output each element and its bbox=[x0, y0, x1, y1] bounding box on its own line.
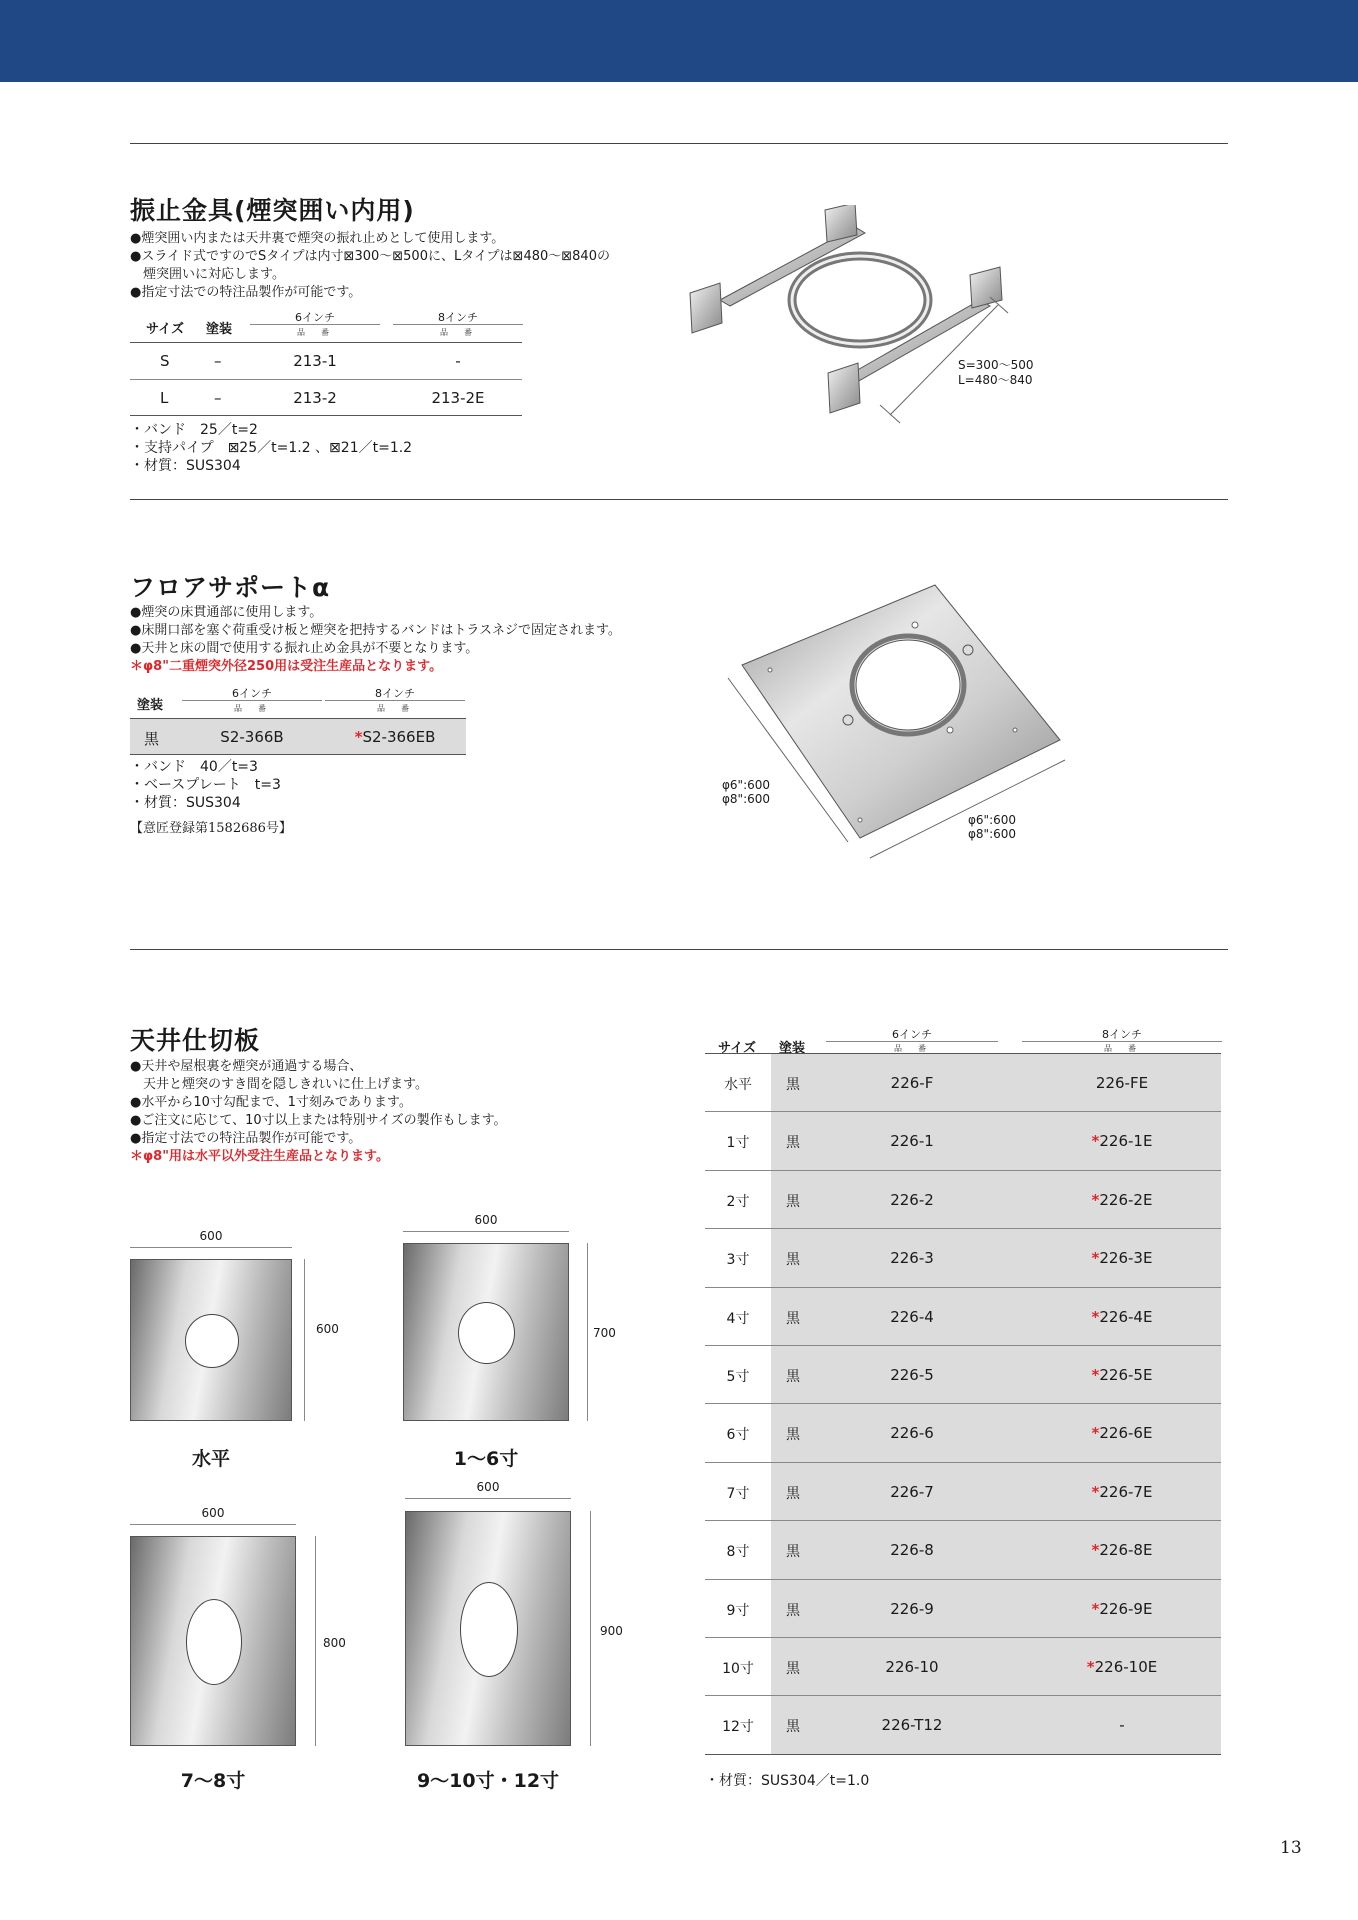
dimension-line bbox=[587, 1243, 588, 1421]
table-header-8inch: 8インチ bbox=[438, 311, 478, 324]
spec-item: ・材質：SUS304 bbox=[130, 458, 241, 474]
table-cell-partno-8 bbox=[1022, 1132, 1222, 1150]
bullet-item: 煙突囲いに対応します。 bbox=[130, 267, 285, 282]
floor-support-illustration bbox=[720, 580, 1070, 870]
header-underline bbox=[826, 1041, 998, 1042]
table-cell-paint: 黒 bbox=[786, 1661, 800, 1677]
asterisk-mark: * bbox=[354, 728, 363, 746]
table-header-size: サイズ bbox=[718, 1041, 756, 1056]
table-cell-partno-6: 226-4 bbox=[890, 1307, 934, 1326]
asterisk-mark: * bbox=[1091, 1366, 1100, 1384]
table-rule bbox=[705, 1345, 1221, 1346]
bullet-list bbox=[130, 230, 610, 302]
partno-text: 226-7E bbox=[1099, 1482, 1153, 1501]
vibration-stopper-illustration bbox=[680, 205, 1040, 425]
section-divider bbox=[130, 499, 1228, 500]
dimension-line bbox=[130, 1247, 292, 1248]
table-cell-partno-8: 213-2E bbox=[431, 389, 485, 407]
table-cell-partno-8 bbox=[1022, 1424, 1222, 1442]
spec-item: ・材質：SUS304 bbox=[130, 795, 241, 811]
table-header-paint: 塗装 bbox=[137, 698, 164, 713]
asterisk-mark: * bbox=[1091, 1307, 1100, 1326]
plate-width-label: 600 bbox=[474, 1213, 498, 1227]
table-cell-partno-6: 226-7 bbox=[890, 1482, 934, 1501]
partno-text: 226-9E bbox=[1099, 1599, 1153, 1618]
table-cell-partno-8 bbox=[1022, 1074, 1222, 1092]
dimension-line bbox=[403, 1231, 569, 1232]
table-rule bbox=[130, 415, 522, 416]
table-rule bbox=[130, 342, 522, 343]
top-header-bar bbox=[0, 0, 1358, 82]
table-cell-paint: 黒 bbox=[786, 1719, 800, 1736]
header-underline bbox=[1022, 1041, 1222, 1042]
table-rule bbox=[130, 754, 466, 755]
red-note: ＊φ8"二重煙突外径250用は受注生産品となります。 bbox=[130, 659, 443, 674]
table-cell-size: 5寸 bbox=[726, 1369, 750, 1385]
table-header-6inch: 6インチ bbox=[892, 1028, 932, 1041]
asterisk-mark: * bbox=[1091, 1482, 1100, 1501]
bullet-item: ●水平から10寸勾配まで、1寸刻みであります。 bbox=[130, 1095, 412, 1110]
table-cell-partno-6: 226-F bbox=[890, 1074, 934, 1092]
bullet-item: ●天井と床の間で使用する振れ止め金具が不要となります。 bbox=[130, 641, 479, 656]
table-cell-paint: 黒 bbox=[786, 1602, 800, 1619]
table-cell-size: 3寸 bbox=[726, 1252, 750, 1269]
plate-caption: 1〜6寸 bbox=[453, 1448, 519, 1470]
table-cell-paint: 黒 bbox=[786, 1544, 800, 1561]
table-rule bbox=[705, 1695, 1221, 1696]
spec-item: ・材質：SUS304／t=1.0 bbox=[705, 1773, 870, 1789]
table-cell-partno-6: 226-2 bbox=[890, 1190, 934, 1209]
table-cell-paint: 黒 bbox=[786, 1135, 800, 1152]
bullet-item: ●指定寸法での特注品製作が可能です。 bbox=[130, 285, 362, 300]
dimension-line bbox=[304, 1259, 305, 1421]
bullet-item: ●指定寸法での特注品製作が可能です。 bbox=[130, 1131, 362, 1146]
table-cell-paint: 黒 bbox=[786, 1485, 800, 1502]
plate-hole bbox=[458, 1302, 515, 1364]
plate-height-label: 900 bbox=[600, 1624, 623, 1638]
spec-list bbox=[130, 758, 281, 812]
dimension-line bbox=[130, 1524, 296, 1525]
table-cell-partno-8 bbox=[1022, 1541, 1222, 1559]
spec-item: ・バンド 25／t=2 bbox=[130, 422, 258, 438]
plate-height-label: 600 bbox=[316, 1322, 339, 1336]
table-header-6inch: 6インチ bbox=[232, 687, 272, 700]
header-underline bbox=[393, 324, 523, 325]
bullet-item: ●天井や屋根裏を煙突が通過する場合、 bbox=[130, 1059, 363, 1074]
table-cell-partno-6: 226-9 bbox=[890, 1599, 934, 1618]
dimension-label: L=480〜840 bbox=[958, 373, 1033, 387]
table-cell-size: 4寸 bbox=[726, 1310, 750, 1327]
plate-1-6sun bbox=[403, 1243, 569, 1421]
table-cell-paint: 黒 bbox=[786, 1077, 800, 1093]
table-header-partno: 品 番 bbox=[377, 704, 413, 713]
table-header-partno: 品 番 bbox=[297, 328, 333, 337]
partno-text: 226-8E bbox=[1099, 1541, 1153, 1560]
plate-height-label: 800 bbox=[323, 1636, 346, 1650]
header-underline bbox=[325, 700, 465, 701]
plate-hole bbox=[185, 1314, 239, 1368]
table-cell-partno-6: 226-1 bbox=[890, 1132, 934, 1151]
table-cell-partno-6: 226-6 bbox=[890, 1424, 934, 1443]
partno-text: 226-2E bbox=[1099, 1190, 1153, 1209]
table-cell-partno-6: S2-366B bbox=[220, 728, 284, 746]
partno-text: S2-366EB bbox=[362, 728, 436, 746]
dimension-line bbox=[590, 1511, 591, 1746]
page-number: 13 bbox=[1280, 1838, 1302, 1858]
section-title-floor-support: フロアサポートα bbox=[130, 573, 331, 602]
table-cell-partno-6: 213-1 bbox=[293, 352, 337, 370]
table-header-size: サイズ bbox=[146, 322, 184, 337]
dimension-label: φ8":600 bbox=[722, 792, 771, 806]
dimension-label: φ6":600 bbox=[968, 813, 1017, 827]
bullet-list bbox=[130, 604, 621, 676]
partno-text: - bbox=[1119, 1716, 1125, 1735]
table-cell-partno-8 bbox=[1022, 1308, 1222, 1326]
plate-9-12sun bbox=[405, 1511, 571, 1746]
dimension-label: φ8":600 bbox=[968, 827, 1017, 841]
table-cell-partno-8 bbox=[1022, 1716, 1222, 1734]
table-header-partno: 品 番 bbox=[440, 328, 476, 337]
table-rule bbox=[705, 1287, 1221, 1288]
table-cell-size: 12寸 bbox=[722, 1719, 754, 1736]
table-cell-partno-8 bbox=[1022, 1191, 1222, 1209]
spec-item: ・バンド 40／t=3 bbox=[130, 759, 258, 775]
bullet-item: ●煙突囲い内または天井裏で煙突の振れ止めとして使用します。 bbox=[130, 231, 505, 246]
section-title-vibration-stopper: 振止金具(煙突囲い内用) bbox=[130, 196, 415, 225]
table-rule bbox=[705, 1170, 1221, 1171]
table-cell-partno-8 bbox=[1022, 1600, 1222, 1618]
table-header-paint: 塗装 bbox=[206, 322, 233, 337]
section-divider bbox=[130, 143, 1228, 144]
plate-horizontal bbox=[130, 1259, 292, 1421]
table-cell-paint: 黒 bbox=[786, 1427, 800, 1444]
bullet-item: ●スライド式ですのでSタイプは内寸⊠300〜⊠500に、Lタイプは⊠480〜⊠840の bbox=[130, 249, 610, 264]
table-header-partno: 品 番 bbox=[894, 1044, 930, 1053]
table-cell-paint: 黒 bbox=[786, 1193, 800, 1210]
table-cell-partno-6: 226-8 bbox=[890, 1541, 934, 1560]
table-cell-size: 7寸 bbox=[726, 1485, 750, 1502]
table-rule bbox=[705, 1462, 1221, 1463]
partno-text: 226-4E bbox=[1099, 1307, 1153, 1326]
plate-width-label: 600 bbox=[201, 1506, 225, 1520]
table-rule bbox=[705, 1520, 1221, 1521]
bullet-item: ●煙突の床貫通部に使用します。 bbox=[130, 605, 323, 620]
table-rule bbox=[130, 379, 522, 380]
table-cell-partno-6: 213-2 bbox=[293, 389, 337, 407]
asterisk-mark: * bbox=[1091, 1190, 1100, 1209]
table-cell-size: 9寸 bbox=[726, 1602, 750, 1619]
section-title-ceiling-plate: 天井仕切板 bbox=[130, 1026, 261, 1055]
table-header-partno: 品 番 bbox=[234, 704, 270, 713]
table-header-partno: 品 番 bbox=[1104, 1044, 1140, 1053]
table-cell-partno-6: 226-10 bbox=[885, 1658, 939, 1676]
table-cell-size: 8寸 bbox=[726, 1544, 750, 1561]
table-cell-paint: 黒 bbox=[144, 730, 160, 748]
table-rule bbox=[705, 1053, 1221, 1054]
plate-7-8sun bbox=[130, 1536, 296, 1746]
table-header-8inch: 8インチ bbox=[1102, 1028, 1142, 1041]
plate-caption: 水平 bbox=[191, 1448, 230, 1470]
partno-text: 226-6E bbox=[1099, 1424, 1153, 1443]
dimension-line bbox=[315, 1536, 316, 1746]
partno-text: 226-5E bbox=[1099, 1366, 1153, 1384]
table-rule bbox=[705, 1228, 1221, 1229]
table-cell-partno-8 bbox=[1022, 1249, 1222, 1267]
table-cell-size: L bbox=[160, 389, 169, 407]
partno-text: 226-3E bbox=[1099, 1249, 1153, 1268]
asterisk-mark: * bbox=[1091, 1249, 1100, 1268]
plate-width-label: 600 bbox=[199, 1229, 223, 1243]
table-cell-size: 6寸 bbox=[726, 1427, 750, 1444]
spec-item: ・ベースプレート t=3 bbox=[130, 777, 281, 793]
plate-hole bbox=[460, 1582, 518, 1677]
dimension-label: S=300〜500 bbox=[958, 358, 1034, 372]
plate-width-label: 600 bbox=[476, 1480, 500, 1494]
table-cell-size: 10寸 bbox=[722, 1661, 754, 1677]
table-cell-paint: 黒 bbox=[786, 1310, 800, 1327]
table-cell-paint: – bbox=[214, 352, 222, 370]
table-rule bbox=[705, 1403, 1221, 1404]
table-header-paint: 塗装 bbox=[779, 1041, 806, 1056]
table-cell-size: 2寸 bbox=[726, 1193, 750, 1210]
asterisk-mark: * bbox=[1091, 1424, 1100, 1443]
table-cell-size: 水平 bbox=[724, 1077, 752, 1093]
bullet-item: ●ご注文に応じて、10寸以上または特別サイズの製作もします。 bbox=[130, 1113, 507, 1128]
table-cell-paint: 黒 bbox=[786, 1252, 800, 1269]
table-rule bbox=[705, 1637, 1221, 1638]
red-note: ＊φ8"用は水平以外受注生産品となります。 bbox=[130, 1149, 389, 1164]
bullet-item: ●床開口部を塞ぐ荷重受け板と煙突を把持するバンドはトラスネジで固定されます。 bbox=[130, 623, 621, 638]
table-cell-paint: 黒 bbox=[786, 1369, 800, 1385]
table-cell-partno-6: 226-5 bbox=[890, 1366, 934, 1384]
table-cell-partno-8 bbox=[325, 728, 465, 746]
partno-text: 226-1E bbox=[1099, 1132, 1153, 1151]
bullet-list bbox=[130, 1058, 507, 1166]
plate-caption: 7〜8寸 bbox=[180, 1770, 246, 1792]
asterisk-mark: * bbox=[1091, 1599, 1100, 1618]
asterisk-mark: * bbox=[1091, 1541, 1100, 1560]
section-divider bbox=[130, 949, 1228, 950]
table-cell-partno-8 bbox=[1022, 1658, 1222, 1676]
partno-text: 226-10E bbox=[1094, 1658, 1158, 1676]
table-rule bbox=[705, 1111, 1221, 1112]
bullet-item: 天井と煙突のすき間を隠しきれいに仕上げます。 bbox=[130, 1077, 428, 1092]
table-cell-size: 1寸 bbox=[726, 1135, 750, 1152]
table-cell-partno-8 bbox=[1022, 1483, 1222, 1501]
table-cell-paint: – bbox=[214, 389, 222, 407]
asterisk-mark: * bbox=[1086, 1658, 1095, 1676]
table-rule bbox=[705, 1579, 1221, 1580]
dimension-label: φ6":600 bbox=[722, 778, 771, 792]
plate-height-label: 700 bbox=[593, 1326, 616, 1340]
header-underline bbox=[182, 700, 322, 701]
asterisk-mark: * bbox=[1091, 1132, 1100, 1151]
partno-text: 226-FE bbox=[1095, 1074, 1149, 1092]
table-cell-partno-8 bbox=[1022, 1366, 1222, 1384]
design-registration: 【意匠登録第1582686号】 bbox=[130, 821, 292, 836]
dimension-line bbox=[405, 1498, 571, 1499]
plate-caption: 9〜10寸・12寸 bbox=[416, 1770, 560, 1792]
table-header-8inch: 8インチ bbox=[375, 687, 415, 700]
table-cell-partno-8: - bbox=[455, 352, 461, 370]
table-cell-partno-6: 226-3 bbox=[890, 1249, 934, 1268]
table-cell-size: S bbox=[160, 352, 170, 370]
table-rule bbox=[705, 1754, 1221, 1755]
header-underline bbox=[250, 324, 380, 325]
table-header-6inch: 6インチ bbox=[295, 311, 335, 324]
spec-item: ・支持パイプ ⊠25／t=1.2 、⊠21／t=1.2 bbox=[130, 440, 413, 456]
plate-hole bbox=[186, 1599, 242, 1685]
spec-list bbox=[130, 421, 412, 475]
table-cell-partno-6: 226-T12 bbox=[881, 1716, 943, 1735]
